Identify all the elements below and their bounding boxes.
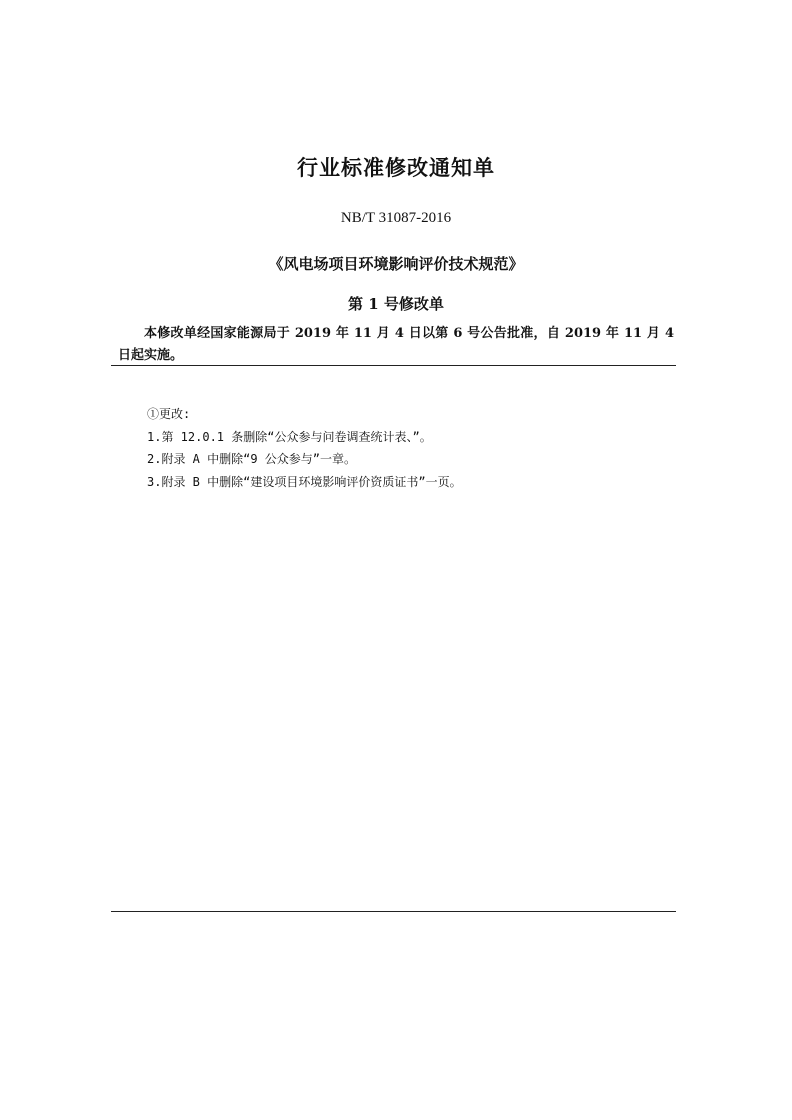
changes-section	[147, 403, 667, 493]
standard-number: NB/T 31087-2016	[340, 210, 452, 226]
amendment-number: 第 1 号修改单	[348, 295, 444, 313]
change-item: 3.附录 B 中删除“建设项目环境影响评价资质证书”一页。	[147, 474, 462, 489]
change-item: 1.第 12.0.1 条删除“公众参与问卷调查统计表、”。	[147, 429, 432, 444]
standard-name: 《风电场项目环境影响评价技术规范》	[268, 255, 524, 273]
changes-heading: ①更改:	[147, 407, 191, 421]
top-divider	[111, 365, 676, 366]
change-item: 2.附录 A 中删除“9 公众参与”一章。	[147, 452, 357, 466]
notice-title: 行业标准修改通知单	[297, 155, 495, 180]
bottom-divider	[111, 911, 676, 912]
intro-paragraph: 本修改单经国家能源局于 2019 年 11 月 4 日以第 6 号公告批准，自 2019 年 11 月 4 日起实施。	[118, 326, 674, 363]
